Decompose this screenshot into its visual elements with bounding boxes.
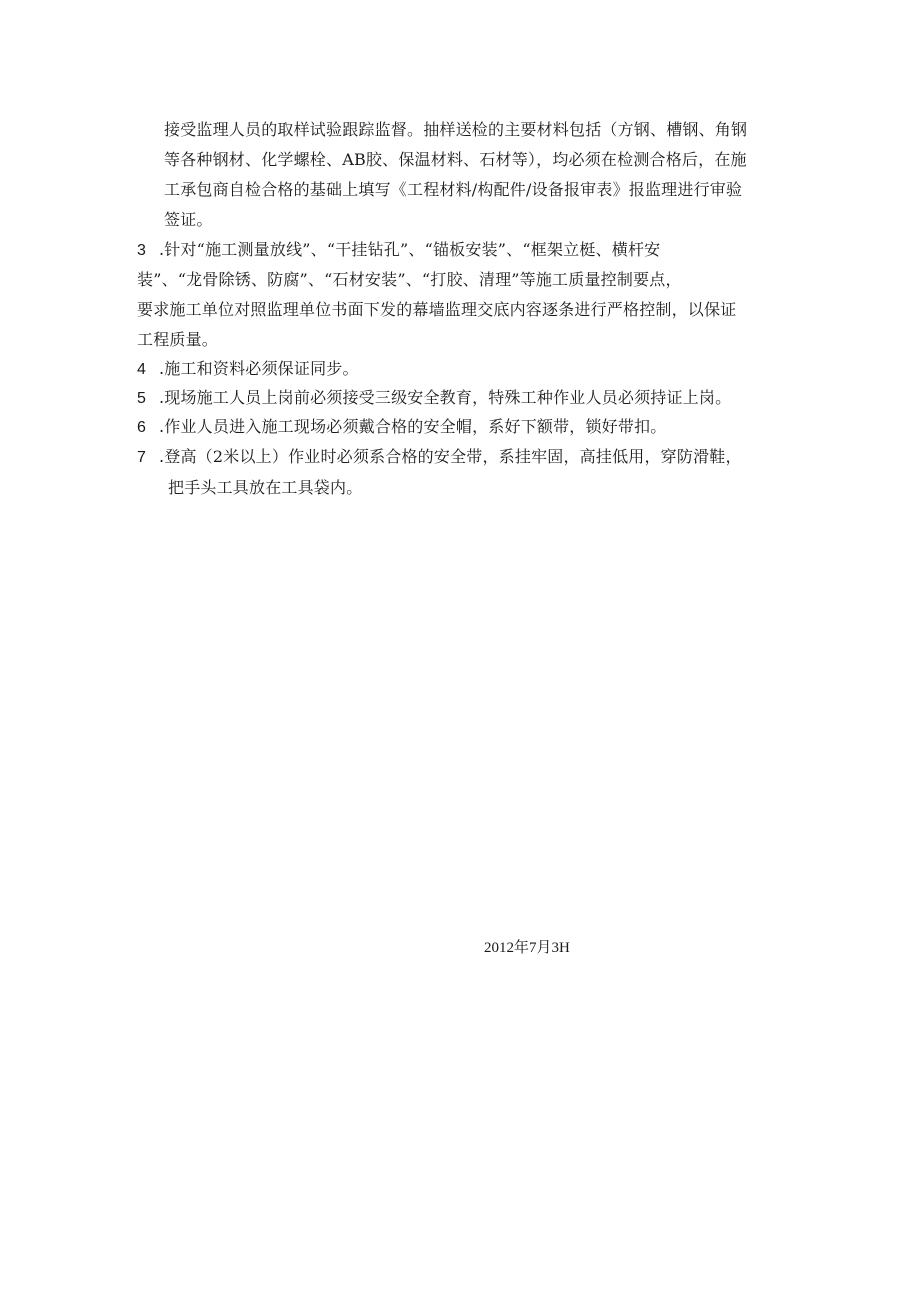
list-item-text: .针对“施工测量放线”、“干挂钻孔”、“锚板安装”、“框架立梃、横杆安 xyxy=(159,240,661,259)
list-item-5 xyxy=(137,388,731,409)
paragraph-line: 签证。 xyxy=(164,210,213,229)
paragraph-line: 等各种钢材、化学螺栓、AB胶、保温材料、石材等），均必须在检测合格后，在施 xyxy=(164,150,747,169)
list-item-text: .登高（2米以上）作业时必须系合格的安全带，系挂牢固，高挂低用，穿防滑鞋， xyxy=(159,447,742,466)
list-item-4 xyxy=(137,359,359,380)
list-item-text: .现场施工人员上岗前必须接受三级安全教育，特殊工种作业人员必须持证上岗。 xyxy=(159,388,732,407)
paragraph-line: 接受监理人员的取样试验跟踪监督。抽样送检的主要材料包括（方钢、槽钢、角钢 xyxy=(164,120,748,139)
paragraph-line: 工承包商自检合格的基础上填写《工程材料/构配件/设备报审表》报监理进行审验 xyxy=(164,180,743,199)
list-item-continuation: 装”、“龙骨除锈、防腐”、“石材安装”、“打胶、清理”等施工质量控制要点， xyxy=(137,270,682,289)
list-item-number: 5 xyxy=(137,390,147,407)
document-date: 2012年7月3H xyxy=(484,940,570,956)
list-item-3 xyxy=(137,240,660,261)
list-item-number: 6 xyxy=(137,419,147,436)
list-item-7 xyxy=(137,447,742,468)
list-item-number: 4 xyxy=(137,361,147,378)
list-item-6 xyxy=(137,417,667,438)
list-item-continuation: 要求施工单位对照监理单位书面下发的幕墙监理交底内容逐条进行严格控制，以保证 xyxy=(137,300,737,319)
list-item-text: .作业人员进入施工现场必须戴合格的安全帽，系好下额带，锁好带扣。 xyxy=(159,417,667,436)
list-item-continuation: 工程质量。 xyxy=(137,330,219,349)
list-item-continuation: 把手头工具放在工具袋内。 xyxy=(168,478,363,497)
list-item-text: .施工和资料必须保证同步。 xyxy=(159,359,359,378)
list-item-number: 3 xyxy=(137,242,147,259)
list-item-number: 7 xyxy=(137,449,147,466)
